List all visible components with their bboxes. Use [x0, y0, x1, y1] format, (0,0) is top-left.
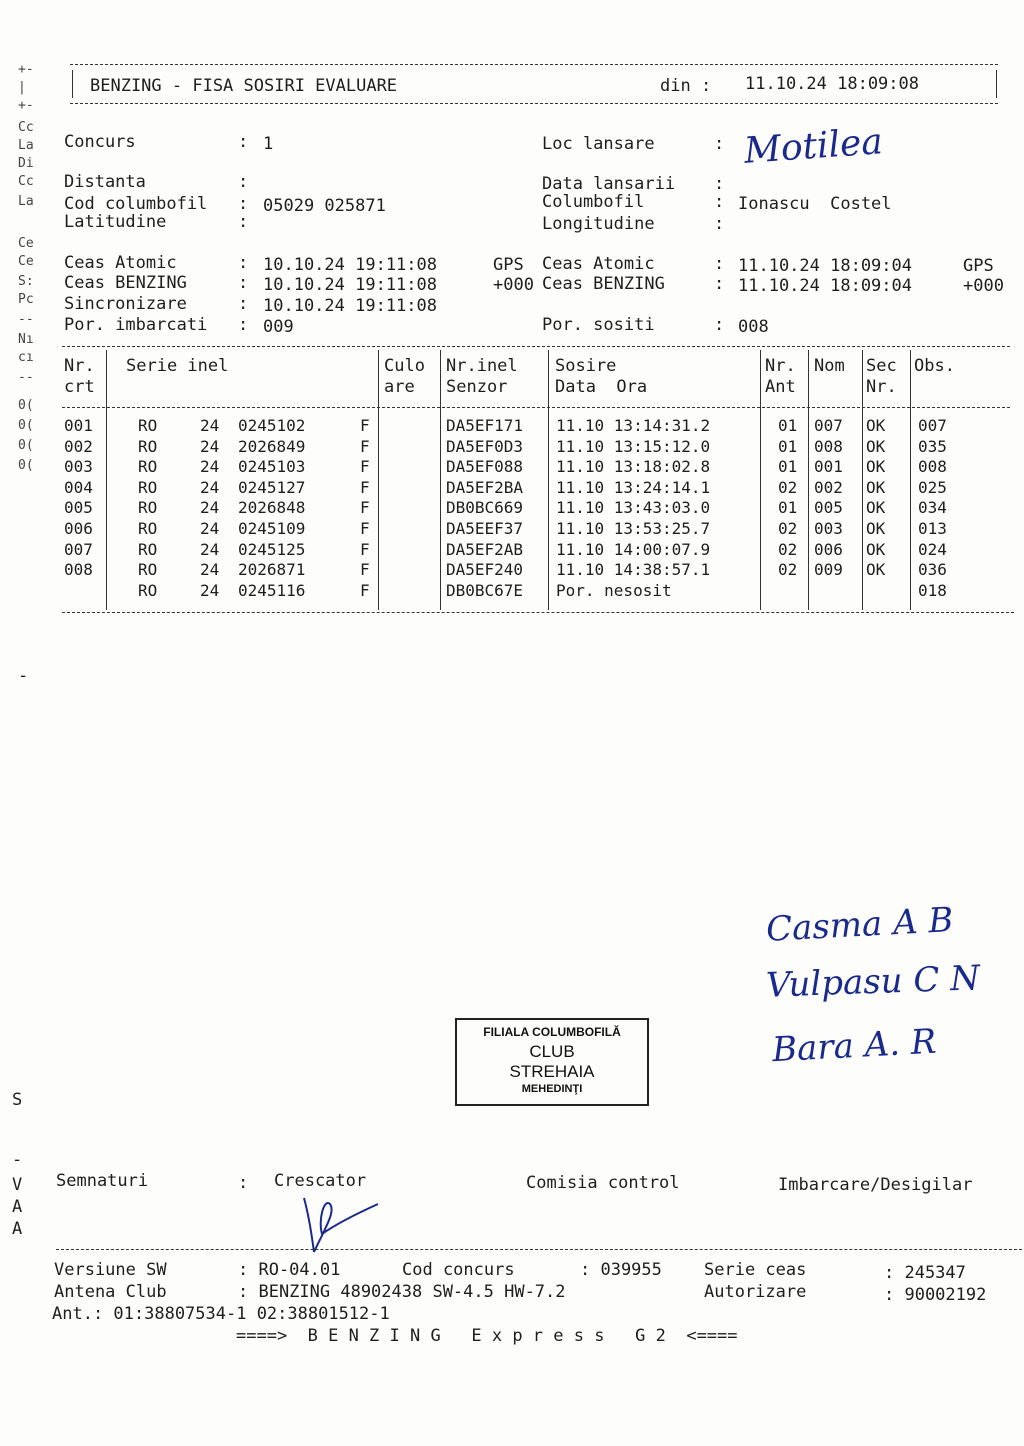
column-header-culoare: Culo — [384, 356, 425, 376]
info-label: Ceas Atomic — [64, 253, 177, 273]
info-separator: : — [714, 174, 725, 194]
table-cell-year: 24 — [200, 560, 220, 580]
handwritten-signature-3: Bara A. R — [771, 1021, 938, 1071]
table-cell-year: 24 — [200, 539, 220, 559]
info-value: 11.10.24 18:09:04 — [738, 256, 912, 276]
table-cell-obs: 007 — [918, 416, 947, 435]
info-separator: : — [238, 194, 249, 214]
margin-fragment: Pc — [18, 292, 34, 307]
header-left-border — [72, 70, 73, 98]
antena-label: Antena Club — [54, 1282, 167, 1302]
table-cell-nom: 001 — [814, 457, 843, 477]
info-separator: : — [238, 132, 249, 152]
table-cell-obs: 018 — [918, 580, 947, 600]
autorizare-value: : 90002192 — [884, 1285, 987, 1305]
table-cell-ring: 2026848 — [238, 498, 306, 518]
table-cell-obs: 008 — [918, 457, 947, 477]
table-column-divider — [910, 350, 911, 610]
table-cell-sosire: Por. nesosit — [556, 580, 672, 600]
table-cell-ring: 0245125 — [238, 539, 306, 559]
table-cell-senzor: DA5EF0D3 — [446, 436, 524, 456]
comisia-label: Comisia control — [526, 1173, 680, 1193]
info-separator: : — [238, 172, 249, 192]
cod-concurs-value: : 039955 — [580, 1260, 662, 1280]
info-label: Ceas Atomic — [542, 254, 655, 274]
table-column-divider — [862, 350, 863, 610]
handwritten-signature-1: Casma A B — [765, 900, 955, 950]
table-cell-sex: F — [360, 539, 370, 559]
table-cell-nr: 006 — [64, 519, 93, 538]
table-cell-senzor: DA5EF2AB — [446, 539, 524, 559]
column-header-ant: Nr. — [765, 356, 796, 376]
column-header-nom: Nom — [814, 356, 845, 376]
margin-fragment: Cc — [18, 174, 34, 189]
table-cell-nom: 006 — [814, 539, 843, 559]
info-separator: : — [714, 214, 725, 234]
table-cell-nr: 005 — [64, 498, 93, 518]
margin-fragment: Cc — [18, 120, 34, 135]
report-date-value: 11.10.24 18:09:08 — [745, 74, 919, 94]
table-cell-sosire: 11.10 13:18:02.8 — [556, 457, 711, 477]
table-cell-nr: 001 — [64, 416, 93, 435]
table-cell-obs: 035 — [918, 436, 947, 456]
table-cell-sex: F — [360, 519, 370, 538]
stamp-line-3: STREHAIA — [509, 1062, 595, 1081]
table-cell-sex: F — [360, 477, 370, 497]
table-column-divider — [760, 350, 761, 610]
margin-fragment: 0( — [18, 458, 34, 473]
table-cell-nr: 004 — [64, 477, 93, 497]
table-cell-ant: 01 — [778, 436, 798, 456]
info-value: 009 — [263, 317, 294, 337]
table-cell-nom: 009 — [814, 560, 843, 580]
report-date-label: din : — [660, 76, 712, 96]
info-label: Ceas BENZING — [64, 273, 187, 293]
table-cell-year: 24 — [200, 436, 220, 456]
table-cell-sosire: 11.10 14:00:07.9 — [556, 539, 711, 559]
info-label: Loc lansare — [542, 134, 655, 154]
table-cell-senzor: DA5EEF37 — [446, 519, 524, 538]
table-cell-obs: 025 — [918, 477, 947, 497]
handwritten-signature-2: Vulpasu C N — [765, 958, 981, 1006]
column-subheader-culoare: are — [384, 377, 415, 397]
table-cell-nom: 007 — [814, 416, 843, 435]
stamp-line-4: MEHEDINŢI — [521, 1083, 583, 1095]
table-cell-sex: F — [360, 560, 370, 580]
column-subheader-nr: crt — [64, 377, 95, 397]
info-separator: : — [238, 253, 249, 273]
info-value: 10.10.24 19:11:08 — [263, 296, 437, 316]
margin-fragment: La — [18, 138, 34, 153]
info-separator: : — [714, 274, 725, 294]
table-top-rule — [62, 346, 1010, 347]
info-separator: : — [714, 315, 725, 335]
semnaturi-label: Semnaturi — [56, 1171, 149, 1191]
info-label: Concurs — [64, 132, 136, 152]
table-cell-country: RO — [138, 560, 158, 580]
table-cell-sex: F — [360, 416, 370, 435]
versiune-value: : RO-04.01 — [238, 1260, 341, 1280]
table-cell-obs: 036 — [918, 560, 947, 580]
crescator-label: Crescator — [274, 1171, 367, 1191]
header-right-border — [996, 70, 997, 98]
info-label: Data lansarii — [542, 174, 676, 194]
table-cell-ring: 0245102 — [238, 416, 306, 435]
margin-fragment: -- — [18, 312, 34, 327]
table-cell-sec: OK — [866, 436, 886, 456]
margin-fragment: Ce — [18, 236, 34, 251]
column-subheader-senzor: Senzor — [446, 377, 508, 397]
table-cell-obs: 034 — [918, 498, 947, 518]
column-header-nr: Nr. — [64, 356, 95, 376]
table-column-divider — [378, 350, 379, 610]
column-subheader-ant: Ant — [765, 377, 796, 397]
table-cell-sex: F — [360, 436, 370, 456]
table-cell-sosire: 11.10 13:43:03.0 — [556, 498, 711, 518]
info-separator: : — [238, 294, 249, 314]
margin-fragment: 0( — [18, 398, 34, 413]
club-stamp — [455, 1018, 649, 1106]
table-cell-sosire: 11.10 13:15:12.0 — [556, 436, 711, 456]
info-separator: : — [238, 273, 249, 293]
info-value: 11.10.24 18:09:04 — [738, 276, 912, 296]
semnaturi-sep: : — [238, 1173, 249, 1193]
table-cell-country: RO — [138, 416, 158, 435]
table-cell-obs: 013 — [918, 519, 947, 538]
table-cell-sec: OK — [866, 416, 886, 435]
table-cell-ant: 01 — [778, 416, 798, 435]
margin-fragment: 0( — [18, 438, 34, 453]
info-label: Longitudine — [542, 214, 655, 234]
table-column-divider — [548, 350, 549, 610]
info-label: Columbofil — [542, 192, 645, 212]
info-label: Cod columbofil — [64, 194, 208, 214]
table-cell-ant: 01 — [778, 498, 798, 518]
table-cell-ant: 02 — [778, 539, 798, 559]
info-label: Por. imbarcati — [64, 315, 208, 335]
antenna-line: Ant.: 01:38807534-1 02:38801512-1 — [52, 1304, 390, 1324]
info-label: Latitudine — [64, 212, 167, 232]
table-cell-sec: OK — [866, 519, 886, 538]
table-cell-year: 24 — [200, 477, 220, 497]
column-header-sec: Sec — [866, 356, 897, 376]
table-cell-ring: 0245103 — [238, 457, 306, 477]
table-cell-country: RO — [138, 457, 158, 477]
table-cell-year: 24 — [200, 519, 220, 538]
margin-fragment-bottom: S — [12, 1090, 23, 1110]
table-cell-nom: 003 — [814, 519, 843, 538]
info-suffix: +000 — [493, 275, 534, 295]
serie-ceas-value: : 245347 — [884, 1263, 966, 1283]
info-label: Por. sositi — [542, 315, 655, 335]
table-cell-ant: 02 — [778, 477, 798, 497]
table-cell-sec: OK — [866, 498, 886, 518]
table-cell-nom: 008 — [814, 436, 843, 456]
table-cell-nr: 003 — [64, 457, 93, 477]
stamp-line-1: FILIALA COLUMBOFILĂ — [483, 1025, 621, 1039]
table-cell-country: RO — [138, 519, 158, 538]
benzing-express-line: ====> B E N Z I N G E x p r e s s G 2 <==== — [236, 1326, 738, 1346]
table-bottom-rule — [62, 612, 1014, 613]
table-cell-ant: 02 — [778, 560, 798, 580]
column-header-serie: Serie inel — [126, 356, 229, 376]
versiune-label: Versiune SW — [54, 1260, 167, 1280]
header-top-rule — [70, 64, 998, 65]
table-cell-year: 24 — [200, 498, 220, 518]
stamp-line-2: CLUB — [529, 1042, 575, 1061]
column-header-obs: Obs. — [914, 356, 955, 376]
info-label: Distanta — [64, 172, 146, 192]
margin-fragment: La — [18, 194, 34, 209]
info-separator: : — [714, 254, 725, 274]
margin-fragment-bottom: - — [12, 1150, 23, 1170]
info-label: Sincronizare — [64, 294, 187, 314]
info-value: 10.10.24 19:11:08 — [263, 255, 437, 275]
info-suffix: GPS — [963, 256, 994, 276]
margin-fragment: +- — [18, 62, 34, 77]
info-value: 008 — [738, 317, 769, 337]
table-cell-nr: 008 — [64, 560, 93, 580]
table-cell-ring: 2026849 — [238, 436, 306, 456]
table-cell-sosire: 11.10 13:24:14.1 — [556, 477, 711, 497]
table-cell-nr: 002 — [64, 436, 93, 456]
margin-fragment-bottom: A — [12, 1219, 23, 1239]
info-suffix: GPS — [493, 255, 524, 275]
antena-value: : BENZING 48902438 SW-4.5 HW-7.2 — [238, 1282, 566, 1302]
margin-fragment: | — [18, 80, 26, 95]
table-cell-country: RO — [138, 539, 158, 559]
table-cell-ant: 01 — [778, 457, 798, 477]
info-value: 1 — [263, 134, 274, 154]
serie-ceas-label: Serie ceas — [704, 1260, 807, 1280]
table-cell-senzor: DA5EF2BA — [446, 477, 524, 497]
margin-fragment: S: — [18, 274, 34, 289]
info-separator: : — [714, 192, 725, 212]
table-cell-sex: F — [360, 457, 370, 477]
table-cell-sec: OK — [866, 539, 886, 559]
info-label: Ceas BENZING — [542, 274, 665, 294]
table-cell-sosire: 11.10 14:38:57.1 — [556, 560, 711, 580]
table-cell-senzor: DA5EF171 — [446, 416, 524, 435]
table-cell-senzor: DB0BC669 — [446, 498, 524, 518]
table-column-divider — [106, 350, 107, 610]
report-title: BENZING - FISA SOSIRI EVALUARE — [90, 76, 398, 96]
table-cell-country: RO — [138, 436, 158, 456]
table-cell-sec: OK — [866, 477, 886, 497]
table-cell-year: 24 — [200, 580, 220, 600]
table-cell-sec: OK — [866, 560, 886, 580]
margin-fragment: Ce — [18, 254, 34, 269]
info-separator: : — [714, 134, 725, 154]
table-cell-country: RO — [138, 498, 158, 518]
footer-rule — [56, 1249, 1022, 1250]
table-cell-sec: OK — [866, 457, 886, 477]
stray-dash: - — [18, 666, 29, 686]
margin-fragment-bottom: V — [12, 1175, 23, 1195]
table-cell-obs: 024 — [918, 539, 947, 559]
table-cell-nom: 005 — [814, 498, 843, 518]
margin-fragment: cı — [18, 350, 34, 365]
table-cell-senzor: DB0BC67E — [446, 580, 524, 600]
table-cell-ant: 02 — [778, 519, 798, 538]
cod-concurs-label: Cod concurs — [402, 1260, 515, 1280]
info-value: 05029 025871 — [263, 196, 386, 216]
table-cell-country: RO — [138, 580, 158, 600]
table-cell-ring: 2026871 — [238, 560, 306, 580]
column-subheader-sosire: Data Ora — [555, 377, 648, 397]
column-header-senzor: Nr.inel — [446, 356, 518, 376]
table-cell-senzor: DA5EF088 — [446, 457, 524, 477]
autorizare-label: Autorizare — [704, 1282, 807, 1302]
column-subheader-sec: Nr. — [866, 377, 897, 397]
margin-fragment-bottom: A — [12, 1197, 23, 1217]
table-cell-sosire: 11.10 13:53:25.7 — [556, 519, 711, 538]
table-cell-sosire: 11.10 13:14:31.2 — [556, 416, 711, 435]
margin-fragment: 0( — [18, 418, 34, 433]
margin-fragment: Nı — [18, 332, 34, 347]
table-header-rule — [62, 407, 1010, 408]
table-column-divider — [440, 350, 441, 610]
imbarcare-label: Imbarcare/Desigilar — [778, 1175, 973, 1195]
table-cell-sex: F — [360, 498, 370, 518]
table-cell-sex: F — [360, 580, 370, 600]
column-header-sosire: Sosire — [555, 356, 617, 376]
table-cell-country: RO — [138, 477, 158, 497]
margin-fragment: Di — [18, 156, 34, 171]
info-suffix: +000 — [963, 276, 1004, 296]
header-bottom-rule — [70, 103, 998, 104]
table-cell-year: 24 — [200, 416, 220, 435]
handwritten-loc-lansare: Motilea — [742, 121, 885, 172]
table-cell-nom: 002 — [814, 477, 843, 497]
table-cell-nr: 007 — [64, 539, 93, 559]
info-separator: : — [238, 315, 249, 335]
table-cell-ring: 0245109 — [238, 519, 306, 538]
info-value: Ionascu Costel — [738, 194, 892, 214]
info-separator: : — [238, 212, 249, 232]
table-column-divider — [808, 350, 809, 610]
table-cell-year: 24 — [200, 457, 220, 477]
info-value: 10.10.24 19:11:08 — [263, 275, 437, 295]
table-cell-ring: 0245116 — [238, 580, 306, 600]
margin-fragment: +- — [18, 98, 34, 113]
table-cell-ring: 0245127 — [238, 477, 306, 497]
margin-fragment: -- — [18, 370, 34, 385]
table-cell-senzor: DA5EF240 — [446, 560, 524, 580]
